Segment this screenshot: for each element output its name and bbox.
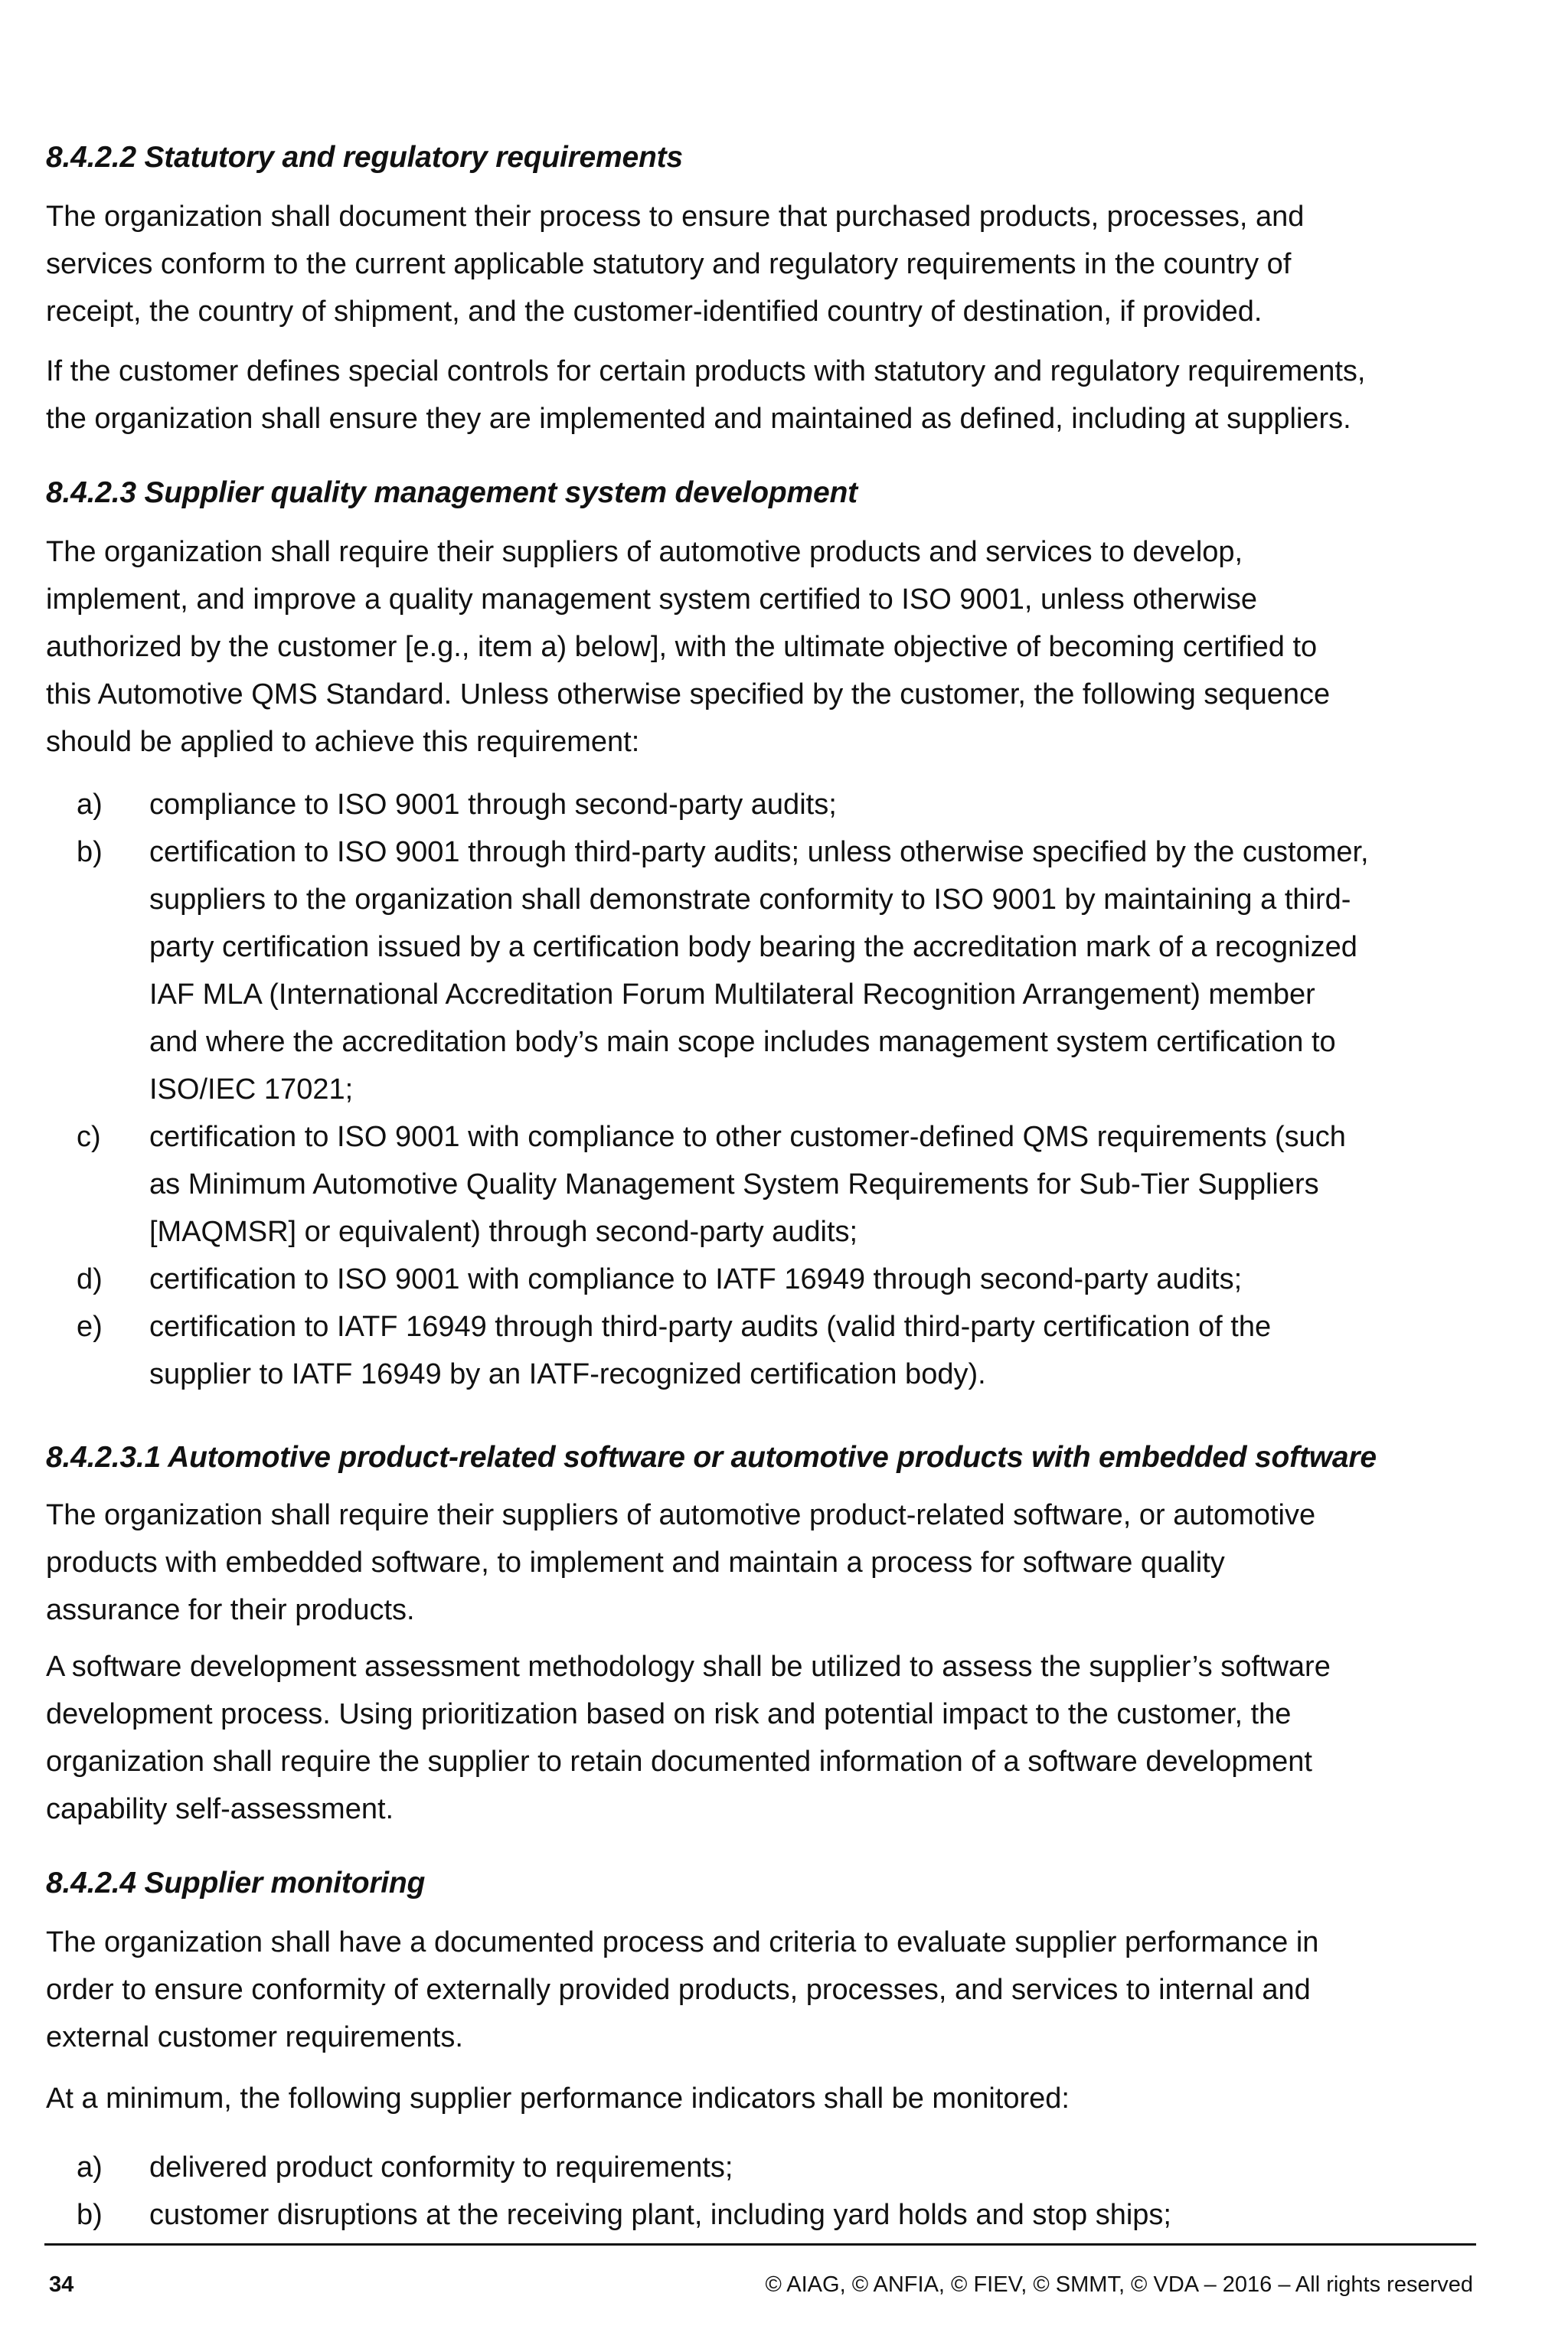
text-line: certification to ISO 9001 through third-party audits; unless otherwise specified by the customer, [149,836,1369,868]
paragraph [46,1919,1485,2061]
text-line: products with embedded software, to implement and maintain a process for software quality [46,1547,1225,1579]
section-heading-8-4-2-3: 8.4.2.3 Supplier quality management system development [46,476,858,509]
sequence-list [0,781,1568,1398]
list-item [0,2144,1568,2191]
paragraph [46,528,1485,766]
list-marker: a) [77,2151,103,2184]
text-line: The organization shall document their process to ensure that purchased products, processes, and [46,201,1305,233]
list-marker: d) [77,1263,103,1295]
text-line: development process. Using prioritization based on risk and potential impact to the customer, the [46,1698,1292,1730]
list-item-text [149,1113,1497,1256]
text-line: At a minimum, the following supplier performance indicators shall be monitored: [46,2082,1070,2115]
text-line: implement, and improve a quality management system certified to ISO 9001, unless otherwise [46,583,1257,616]
text-line: services conform to the current applicable statutory and regulatory requirements in the country of [46,248,1292,280]
text-line: order to ensure conformity of externally provided products, processes, and services to internal and [46,1974,1311,2006]
paragraph [46,1643,1485,1833]
text-line: The organization shall require their suppliers of automotive products and services to develop, [46,536,1243,568]
paragraph [46,1491,1485,1634]
list-marker: b) [77,2199,103,2231]
text-line: this Automotive QMS Standard. Unless otherwise specified by the customer, the following sequence [46,678,1331,710]
paragraph [46,2075,1485,2122]
text-line: party certification issued by a certification body bearing the accreditation mark of a recognized [149,931,1357,963]
text-line: A software development assessment methodology shall be utilized to assess the supplier’s software [46,1651,1331,1683]
text-line: certification to ISO 9001 with compliance to other customer-defined QMS requirements (such [149,1121,1346,1153]
list-item [0,2191,1568,2239]
list-item-text [149,1303,1497,1398]
list-item [0,1256,1568,1303]
list-marker: a) [77,789,103,821]
list-marker: c) [77,1121,101,1153]
text-line: capability self-assessment. [46,1793,394,1825]
paragraph [46,348,1485,443]
paragraph [46,193,1485,335]
section-heading-8-4-2-2: 8.4.2.2 Statutory and regulatory requirements [46,141,683,174]
list-item [0,1113,1568,1256]
list-item-text [149,781,1497,828]
text-line: supplier to IATF 16949 by an IATF-recognized certification body). [149,1358,986,1390]
text-line: and where the accreditation body’s main scope includes management system certification to [149,1026,1336,1058]
text-line: certification to ISO 9001 with compliance to IATF 16949 through second-party audits; [149,1263,1243,1295]
text-line: IAF MLA (International Accreditation Forum Multilateral Recognition Arrangement) member [149,978,1315,1011]
copyright-notice: © AIAG, © ANFIA, © FIEV, © SMMT, © VDA – 2016 – All rights reserved [765,2272,1473,2297]
text-line: delivered product conformity to requirements; [149,2151,733,2184]
text-line: assurance for their products. [46,1594,415,1626]
text-line: suppliers to the organization shall demonstrate conformity to ISO 9001 by maintaining a third- [149,884,1351,916]
text-line: [MAQMSR] or equivalent) through second-party audits; [149,1216,858,1248]
text-line: organization shall require the supplier to retain documented information of a software development [46,1746,1312,1778]
list-marker: e) [77,1311,103,1343]
list-item-text [149,1256,1497,1303]
text-line: should be applied to achieve this requirement: [46,726,640,758]
text-line: ISO/IEC 17021; [149,1073,354,1106]
list-marker: b) [77,836,103,868]
list-item-text [149,2144,1497,2191]
list-item-text [149,2191,1497,2239]
text-line: the organization shall ensure they are implemented and maintained as defined, including at suppliers. [46,403,1351,435]
text-line: The organization shall have a documented process and criteria to evaluate supplier performance in [46,1926,1319,1958]
text-line: certification to IATF 16949 through third-party audits (valid third-party certification of the [149,1311,1272,1343]
text-line: authorized by the customer [e.g., item a) below], with the ultimate objective of becoming certified to [46,631,1318,663]
section-heading-8-4-2-3-1: 8.4.2.3.1 Automotive product-related software or automotive products with embedded software [46,1441,1377,1474]
page-number: 34 [49,2272,74,2297]
list-item [0,828,1568,1113]
text-line: customer disruptions at the receiving plant, including yard holds and stop ships; [149,2199,1171,2231]
section-heading-8-4-2-4: 8.4.2.4 Supplier monitoring [46,1867,426,1900]
list-item [0,1303,1568,1398]
text-line: receipt, the country of shipment, and the customer-identified country of destination, if provided. [46,296,1263,328]
text-line: external customer requirements. [46,2021,463,2053]
list-item [0,781,1568,828]
indicator-list [0,2144,1568,2239]
footer-divider [44,2243,1476,2246]
text-line: The organization shall require their suppliers of automotive product-related software, or automotive [46,1499,1316,1531]
list-item-text [149,828,1497,1113]
text-line: compliance to ISO 9001 through second-party audits; [149,789,837,821]
text-line: If the customer defines special controls for certain products with statutory and regulatory requirements, [46,355,1366,387]
text-line: as Minimum Automotive Quality Management System Requirements for Sub-Tier Suppliers [149,1168,1319,1200]
